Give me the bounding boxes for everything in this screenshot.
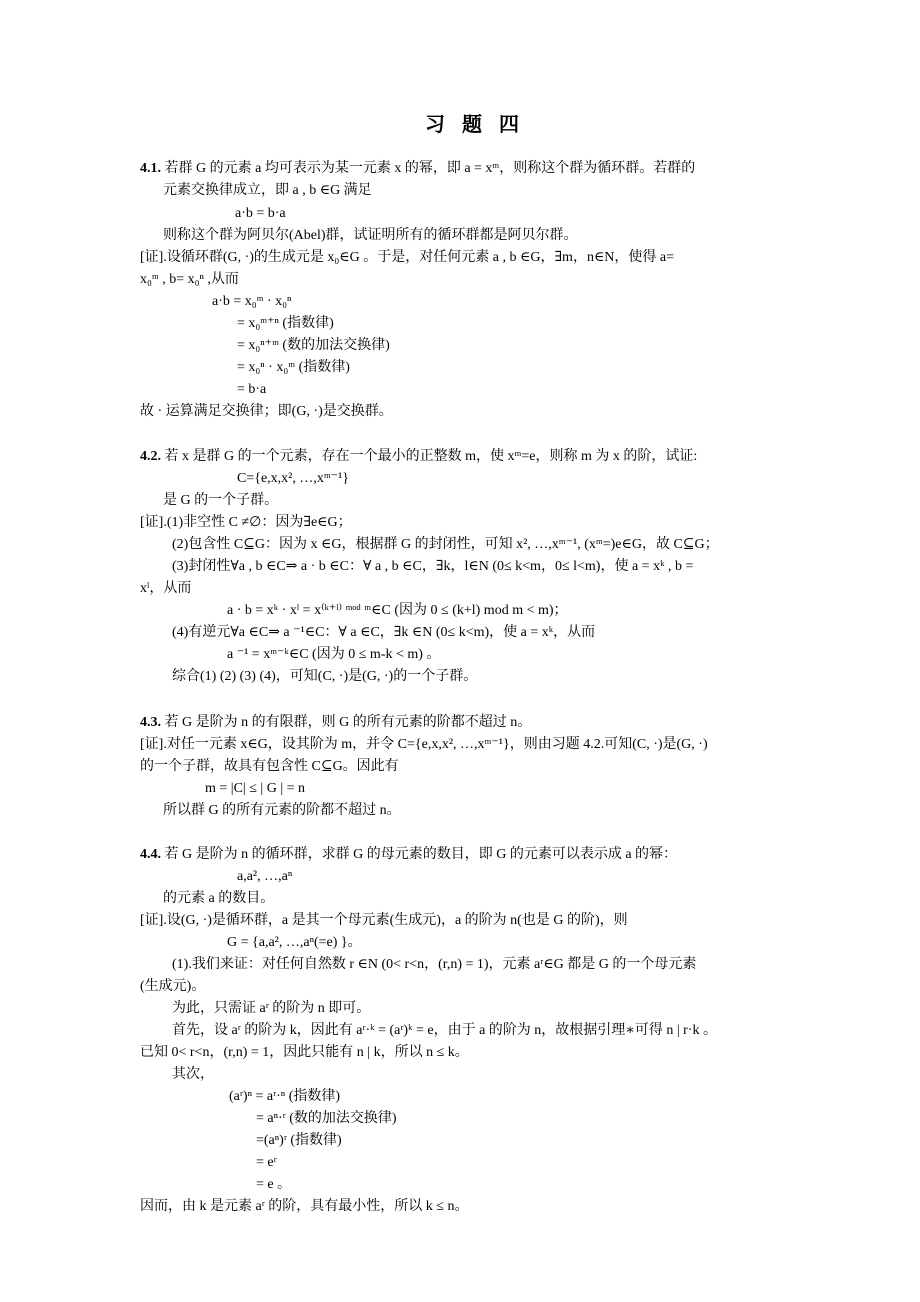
equation-line: = b·a: [237, 382, 267, 397]
text-line: 的元素 a 的数目。: [163, 891, 275, 906]
page-title: 习 题 四: [425, 114, 525, 136]
equation-line: = x₀ⁿ · x₀ᵐ (指数律): [237, 360, 350, 375]
text-line: 因而，由 k 是元素 aʳ 的阶，具有最小性，所以 k ≤ n。: [140, 1199, 469, 1214]
equation-line: a · b = xᵏ · xˡ = x⁽ᵏ⁺ˡ⁾ ᵐᵒᵈ ᵐ∈C (因为 0 ≤ (k+l) mod m < m)；: [227, 603, 568, 618]
problem-number: 4.2.: [140, 449, 161, 464]
text-line: 首先，设 aʳ 的阶为 k，因此有 aʳ·ᵏ = (aʳ)ᵏ = e，由于 a 的阶为 n，故根据引理∗可得 n | r·k 。: [172, 1023, 717, 1038]
equation-line: = x₀ⁿ⁺ᵐ (数的加法交换律): [237, 338, 390, 353]
text-line: 的一个子群，故具有包含性 C⊆G。因此有: [140, 759, 399, 774]
text-line: 所以群 G 的所有元素的阶都不超过 n。: [163, 803, 401, 818]
text-line: 其次，: [172, 1067, 214, 1082]
problem-4-4-statement: 4.4. 若 G 是阶为 n 的循环群，求群 G 的母元素的数目，即 G 的元素可以表示成 a 的幂：: [140, 847, 678, 862]
problem-number: 4.1.: [140, 161, 161, 176]
text-line: 元素交换律成立，即 a , b ∈G 满足: [163, 183, 372, 198]
equation-line: m = |C| ≤ | G | = n: [205, 781, 306, 796]
text-line: (3)封闭性∀a , b ∈C⇒ a · b ∈C：∀ a , b ∈C，∃k，l∈N (0≤ k<m，0≤ l<m)，使 a = xᵏ , b =: [172, 559, 694, 574]
text-line: (1).我们来证：对任何自然数 r ∈N (0< r<n，(r,n) = 1)，元素 aʳ∈G 都是 G 的一个母元素: [172, 957, 697, 972]
equation-line: = eʳ: [256, 1155, 277, 1170]
text-line: 则称这个群为阿贝尔(Abel)群，试证明所有的循环群都是阿贝尔群。: [163, 228, 578, 243]
text-line: 是 G 的一个子群。: [163, 493, 279, 508]
equation-line: C={e,x,x², …,xᵐ⁻¹}: [237, 471, 350, 486]
equation-line: G = {a,a², …,aⁿ(=e) }。: [227, 935, 362, 950]
proof-line: [证].对任一元素 x∈G，设其阶为 m，并令 C={e,x,x², …,xᵐ⁻¹}，则由习题 4.2.可知(C, ·)是(G, ·): [140, 737, 708, 752]
equation-line: a·b = b·a: [235, 206, 286, 221]
text-line: 故 · 运算满足交换律；即(G, ·)是交换群。: [140, 404, 393, 419]
equation-line: a·b = x₀ᵐ · x₀ⁿ: [212, 294, 292, 309]
text-line: 为此，只需证 aʳ 的阶为 n 即可。: [172, 1001, 371, 1016]
equation-line: = x₀ᵐ⁺ⁿ (指数律): [237, 316, 334, 331]
problem-4-1-statement: 4.1. 若群 G 的元素 a 均可表示为某一元素 x 的幂，即 a = xᵐ，则称这个群为循环群。若群的: [140, 161, 696, 176]
equation-line: a,a², …,aⁿ: [237, 869, 293, 884]
problem-4-3-statement: 4.3. 若 G 是阶为 n 的有限群，则 G 的所有元素的阶都不超过 n。: [140, 715, 532, 730]
problem-number: 4.4.: [140, 847, 161, 862]
proof-line: [证].设(G, ·)是循环群，a 是其一个母元素(生成元)，a 的阶为 n(也是 G 的阶)，则: [140, 913, 628, 928]
text-line: xˡ，从而: [140, 581, 192, 596]
text-line: (4)有逆元∀a ∈C⇒ a ⁻¹∈C：∀ a ∈C，∃k ∈N (0≤ k<m)，使 a = xᵏ，从而: [172, 625, 596, 640]
text-line: x₀ᵐ , b= x₀ⁿ ,从而: [140, 272, 239, 287]
equation-line: a ⁻¹ = xᵐ⁻ᵏ∈C (因为 0 ≤ m-k < m) 。: [227, 647, 441, 662]
equation-line: =(aⁿ)ʳ (指数律): [256, 1133, 342, 1148]
text-line: (2)包含性 C⊆G：因为 x ∈G，根据群 G 的封闭性，可知 x², …,xᵐ⁻¹, (xᵐ=)e∈G，故 C⊆G；: [172, 537, 719, 552]
equation-line: (aʳ)ⁿ = aʳ·ⁿ (指数律): [229, 1089, 341, 1104]
text-line: 已知 0< r<n，(r,n) = 1，因此只能有 n | k，所以 n ≤ k。: [140, 1045, 469, 1060]
problem-4-2-statement: 4.2. 若 x 是群 G 的一个元素，存在一个最小的正整数 m，使 xᵐ=e，则称 m 为 x 的阶，试证:: [140, 449, 698, 464]
proof-line: [证].设循环群(G, ·)的生成元是 x₀∈G 。于是，对任何元素 a , b ∈G，∃m，n∈N，使得 a=: [140, 250, 675, 265]
text-line: (生成元)。: [140, 979, 206, 994]
text-line: 综合(1) (2) (3) (4)，可知(C, ·)是(G, ·)的一个子群。: [172, 669, 478, 684]
problem-number: 4.3.: [140, 715, 161, 730]
equation-line: = aⁿ·ʳ (数的加法交换律): [256, 1111, 397, 1126]
proof-line: [证].(1)非空性 C ≠∅：因为∃e∈G；: [140, 515, 352, 530]
equation-line: = e 。: [256, 1177, 292, 1192]
